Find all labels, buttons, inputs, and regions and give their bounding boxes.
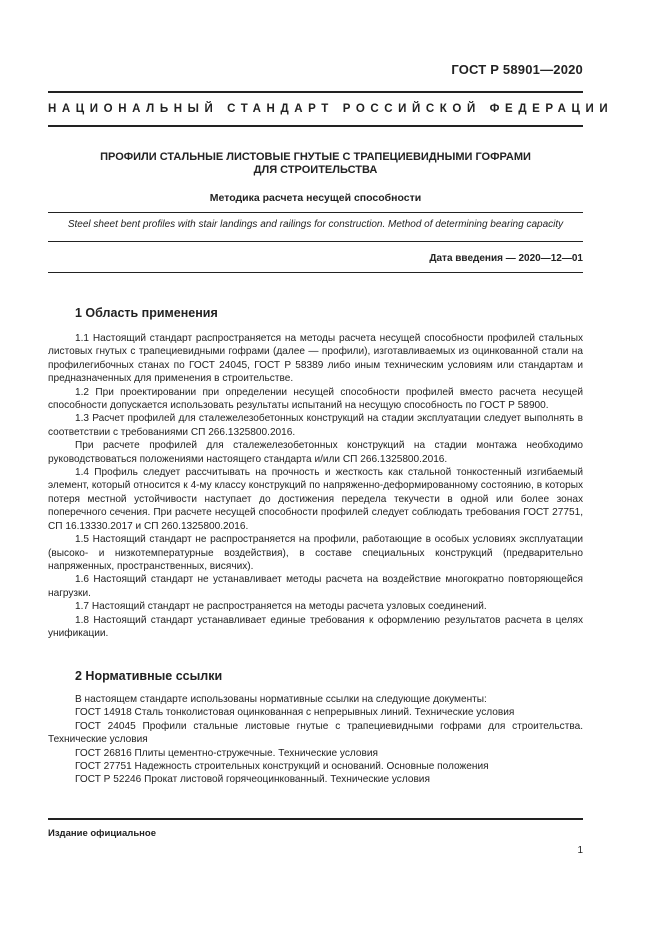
paragraph-1-3-cont: При расчете профилей для сталежелезобетонных конструкций на стадии монтажа необходимо руководствоваться положениями настоящего стандарта и/или СП 266.1325800.2016. bbox=[48, 440, 583, 465]
section-2-body bbox=[48, 693, 583, 787]
section-1-heading: 1 Область применения bbox=[75, 306, 218, 320]
top-rule bbox=[48, 91, 583, 93]
paragraph-1-5: 1.5 Настоящий стандарт не распространяется на профили, работающие в особых условиях эксплуатации (высоко- и низкотемпературные воздействия), в составе специальных конструкций (предварительно напряженных, пространственных, висячих). bbox=[48, 534, 583, 572]
paragraph-1-6: 1.6 Настоящий стандарт не устанавливает методы расчета на воздействие многократно повторяющейся нагрузки. bbox=[48, 574, 583, 599]
standard-code: ГОСТ Р 58901—2020 bbox=[451, 62, 583, 77]
references-intro: В настоящем стандарте использованы нормативные ссылки на следующие документы: bbox=[75, 694, 487, 705]
paragraph-1-2: 1.2 При проектировании при определении несущей способности профилей вместо расчета несущей способности допускается использовать результаты испытаний на несущую способность по ГОСТ Р 58900. bbox=[48, 386, 583, 412]
reference-gost-24045: ГОСТ 24045 Профили стальные листовые гнутые с трапециевидными гофрами для строительства. Технические условия bbox=[48, 720, 583, 746]
reference-gost-26816: ГОСТ 26816 Плиты цементно-стружечные. Технические условия bbox=[75, 747, 378, 759]
reference-gost-r-52246: ГОСТ Р 52246 Прокат листовой горячеоцинкованный. Технические условия bbox=[75, 774, 430, 786]
english-rule bbox=[48, 241, 583, 242]
reference-gost-14918: ГОСТ 14918 Сталь тонколистовая оцинкованная с непрерывных линий. Технические условия bbox=[75, 707, 515, 719]
national-standard-heading: НАЦИОНАЛЬНЫЙ СТАНДАРТ РОССИЙСКОЙ ФЕДЕРАЦИИ bbox=[48, 103, 614, 115]
national-rule bbox=[48, 125, 583, 127]
paragraph-1-8: 1.8 Настоящий стандарт устанавливает единые требования к оформлению результатов расчета в целях унификации. bbox=[48, 614, 583, 639]
paragraph-1-4: 1.4 Профиль следует рассчитывать на прочность и жесткость как стальной тонкостенный изгибаемый элемент, который относится к 4-му классу конструкций по напряженно-деформированному состоянию, в которых потеря местной устойчивости наступает до достижения передела текучести в одной или более зонах поперечного сечения. При расчете несущей способности профилей следует соблюдать требования ГОСТ 27751, СП 16.13330.2017 и СП 260.1325800.2016. bbox=[48, 467, 583, 532]
paragraph-1-3: 1.3 Расчет профилей для сталежелезобетонных конструкций на стадии эксплуатации следует выполнять в соответствии с требованиями СП 266.1325800.2016. bbox=[48, 413, 583, 438]
page-number: 1 bbox=[577, 845, 583, 856]
footer-rule bbox=[48, 818, 583, 820]
english-title: Steel sheet bent profiles with stair landings and railings for construction. Method of determining bearing capacity bbox=[67, 219, 564, 230]
section-1-body bbox=[48, 332, 583, 640]
reference-gost-27751: ГОСТ 27751 Надежность строительных конструкций и оснований. Основные положения bbox=[75, 761, 489, 773]
document-subtitle: Методика расчета несущей способности bbox=[209, 192, 422, 204]
title-line-1: ПРОФИЛИ СТАЛЬНЫЕ ЛИСТОВЫЕ ГНУТЫЕ С ТРАПЕЦИЕВИДНЫМИ ГОФРАМИ bbox=[100, 151, 531, 163]
title-line-2: ДЛЯ СТРОИТЕЛЬСТВА bbox=[253, 164, 378, 176]
document-title bbox=[48, 151, 583, 177]
paragraph-1-7: 1.7 Настоящий стандарт не распространяется на методы расчета узловых соединений. bbox=[75, 601, 487, 613]
section-2-heading: 2 Нормативные ссылки bbox=[75, 669, 223, 683]
subtitle-rule bbox=[48, 212, 583, 213]
introduction-date: Дата введения — 2020—12—01 bbox=[429, 253, 583, 264]
official-edition: Издание официальное bbox=[48, 828, 156, 839]
date-rule bbox=[48, 272, 583, 273]
paragraph-1-1: 1.1 Настоящий стандарт распространяется на методы расчета несущей способности профилей стальных листовых гнутых с трапециевидными гофрами (далее — профили), изготавливаемых из оцинкованной стали на профилегибочных станах по ГОСТ 24045, ГОСТ Р 58389 либо иным техническим условиям или стандартам и предназначенных для применения в строительстве. bbox=[48, 333, 583, 385]
